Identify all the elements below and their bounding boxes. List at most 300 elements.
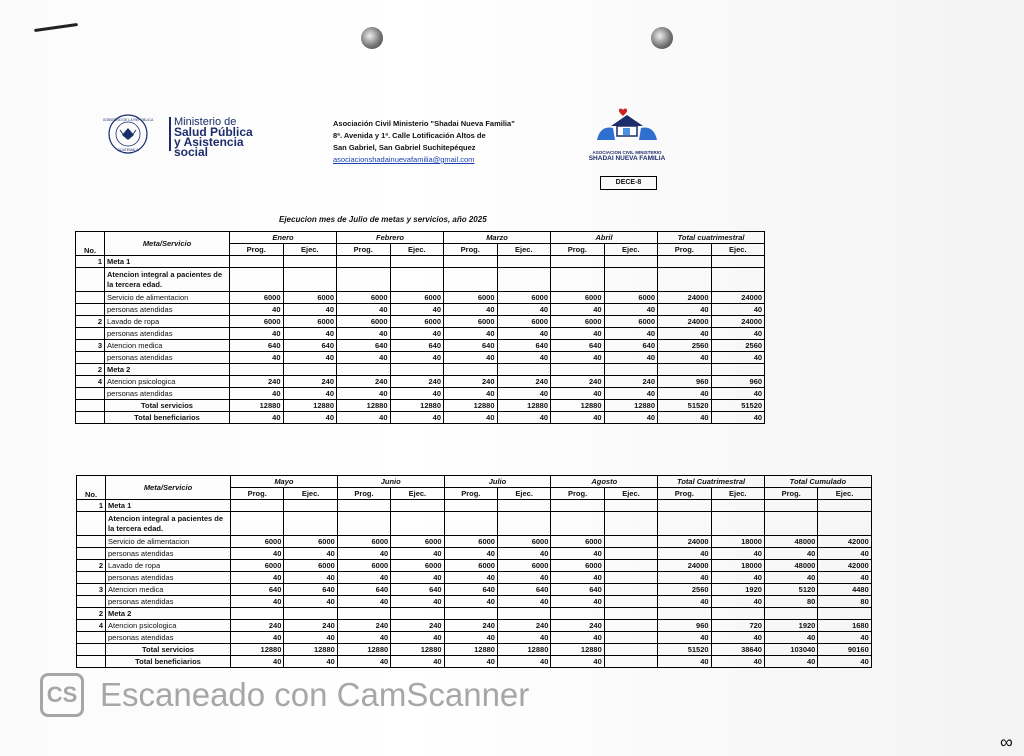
value-cell: 40 [658,656,711,668]
row-number [77,656,106,668]
value-cell: 6000 [390,292,444,304]
camscanner-watermark [40,673,529,717]
svg-text:GUATEMALA: GUATEMALA [117,148,139,152]
row-number [77,596,106,608]
pen-mark [34,23,78,32]
value-cell: 40 [604,304,658,316]
value-cell: 6000 [444,536,497,548]
value-cell: 960 [711,376,765,388]
association-email: asociacionshadainuevafamilia@gmail.com [333,155,475,164]
value-cell: 240 [444,620,497,632]
value-cell: 40 [444,304,498,316]
value-cell: 40 [497,388,551,400]
value-cell [818,512,871,536]
row-label: Total beneficiarios [105,412,230,424]
sub-header-ejec: Ejec. [711,244,765,256]
association-address [333,118,515,166]
value-cell: 640 [391,584,444,596]
value-cell [551,268,605,292]
value-cell: 6000 [444,560,497,572]
value-cell: 40 [444,632,497,644]
ministry-line-4: social [174,145,209,159]
value-cell: 40 [497,304,551,316]
sub-header-ejec: Ejec. [390,244,444,256]
value-cell [604,536,657,548]
row-label: personas atendidas [106,572,231,584]
value-cell: 6000 [337,536,390,548]
group-header: Abril [551,232,658,244]
table-may-aug [76,475,872,668]
table-row [76,268,765,292]
value-cell: 12880 [497,644,550,656]
value-cell: 240 [391,620,444,632]
value-cell [764,608,817,620]
value-cell: 12880 [283,400,337,412]
value-cell: 12880 [497,400,551,412]
value-cell: 240 [604,376,658,388]
value-cell: 6000 [230,292,284,304]
value-cell: 40 [604,352,658,364]
value-cell [497,500,550,512]
value-cell: 12880 [391,644,444,656]
value-cell: 40 [231,632,284,644]
value-cell [391,512,444,536]
value-cell [604,644,657,656]
value-cell: 640 [337,340,391,352]
col-header-no: No. [76,232,105,256]
row-label: Total beneficiarios [106,656,231,668]
value-cell: 640 [337,584,390,596]
row-number: 2 [76,316,105,328]
value-cell: 40 [658,328,712,340]
value-cell: 40 [658,304,712,316]
table-row [77,572,872,584]
value-cell [604,364,658,376]
value-cell [551,500,604,512]
punch-hole-right [651,27,673,49]
value-cell: 40 [497,572,550,584]
table-row [76,376,765,388]
value-cell: 40 [711,388,765,400]
table-row [77,548,872,560]
value-cell: 24000 [711,316,765,328]
row-number [76,328,105,340]
value-cell: 40 [551,548,604,560]
row-number [76,412,105,424]
row-number: 3 [77,584,106,596]
sub-header-ejec: Ejec. [284,488,337,500]
value-cell: 40 [551,352,605,364]
table-row [76,364,765,376]
value-cell: 240 [444,376,498,388]
sub-header-prog: Prog. [658,244,712,256]
svg-text:GOBIERNO DE LA REPÚBLICA: GOBIERNO DE LA REPÚBLICA [102,118,154,122]
value-cell [764,500,817,512]
value-cell: 240 [231,620,284,632]
group-header: Junio [337,476,444,488]
punch-hole-left [361,27,383,49]
row-label: Lavado de ropa [105,316,230,328]
row-label: personas atendidas [106,548,231,560]
ministry-line-2: Salud Pública [174,125,253,139]
value-cell [604,608,657,620]
value-cell [230,268,284,292]
value-cell: 40 [551,304,605,316]
sub-header-prog: Prog. [231,488,284,500]
value-cell: 1920 [711,584,764,596]
sub-header-ejec: Ejec. [497,244,551,256]
table-row [76,400,765,412]
value-cell: 2560 [658,584,711,596]
value-cell: 24000 [658,560,711,572]
table-row [77,608,872,620]
value-cell: 80 [764,596,817,608]
value-cell [497,364,551,376]
table-row [76,292,765,304]
value-cell: 40 [764,656,817,668]
ministry-name [174,117,253,157]
shadai-logo [575,106,679,162]
value-cell: 24000 [658,536,711,548]
row-number [77,512,106,536]
value-cell: 6000 [444,292,498,304]
value-cell: 40 [231,548,284,560]
value-cell [444,256,498,268]
value-cell: 6000 [337,560,390,572]
value-cell: 40 [658,352,712,364]
value-cell: 6000 [444,316,498,328]
value-cell [391,500,444,512]
sub-header-prog: Prog. [551,488,604,500]
value-cell [337,608,390,620]
sub-header-ejec: Ejec. [604,244,658,256]
row-number [76,304,105,316]
value-cell [604,560,657,572]
value-cell [231,500,284,512]
value-cell: 12880 [390,400,444,412]
row-number [76,268,105,292]
value-cell: 240 [497,620,550,632]
value-cell: 6000 [283,316,337,328]
value-cell: 640 [284,584,337,596]
value-cell: 40 [337,596,390,608]
group-header: Enero [230,232,337,244]
table-row [76,340,765,352]
value-cell: 40 [337,632,390,644]
value-cell: 40 [444,412,498,424]
value-cell: 40 [658,388,712,400]
table-row [77,620,872,632]
value-cell: 40 [283,412,337,424]
association-line-3: San Gabriel, San Gabriel Suchitepéquez [333,143,476,152]
value-cell [604,584,657,596]
row-label: personas atendidas [105,328,230,340]
value-cell [337,512,390,536]
value-cell: 51520 [711,400,765,412]
value-cell: 40 [658,412,712,424]
value-cell [444,364,498,376]
table-row [77,560,872,572]
value-cell [444,500,497,512]
value-cell: 40 [444,328,498,340]
value-cell: 103040 [764,644,817,656]
value-cell: 1920 [764,620,817,632]
sub-header-ejec: Ejec. [391,488,444,500]
association-line-2: 8ª. Avenida y 1ª. Calle Lotificación Altos de [333,131,486,140]
row-number [77,572,106,584]
value-cell: 640 [231,584,284,596]
value-cell: 640 [497,340,551,352]
value-cell: 40 [390,412,444,424]
value-cell: 40 [283,328,337,340]
row-label: Total servicios [105,400,230,412]
value-cell: 12880 [337,400,391,412]
association-name: Asociación Civil Ministerio "Shadai Nueva Familia" [333,119,515,128]
value-cell: 12880 [551,400,605,412]
value-cell: 40 [818,572,871,584]
sub-header-prog: Prog. [764,488,817,500]
value-cell: 12880 [230,400,284,412]
row-number: 2 [77,608,106,620]
value-cell: 40 [231,596,284,608]
value-cell: 240 [284,620,337,632]
value-cell: 40 [658,632,711,644]
row-label: Meta 2 [105,364,230,376]
value-cell: 40 [284,656,337,668]
report-caption: Ejecucion mes de Julio de metas y servicios, año 2025 [279,215,487,224]
col-header-no: No. [77,476,106,500]
value-cell: 240 [337,620,390,632]
value-cell: 240 [337,376,391,388]
value-cell [604,268,658,292]
value-cell: 6000 [390,316,444,328]
group-header: Total Cumulado [764,476,871,488]
ministry-line-3: y Asistencia [174,135,244,149]
value-cell: 40 [444,656,497,668]
value-cell [711,256,765,268]
value-cell: 42000 [818,536,871,548]
value-cell [551,256,605,268]
row-label: personas atendidas [105,304,230,316]
value-cell: 40 [711,352,765,364]
value-cell: 80 [818,596,871,608]
group-header: Julio [444,476,551,488]
value-cell [658,500,711,512]
value-cell [604,656,657,668]
row-number [76,292,105,304]
value-cell: 40 [231,572,284,584]
value-cell [604,620,657,632]
value-cell [230,364,284,376]
value-cell: 640 [283,340,337,352]
group-header: Febrero [337,232,444,244]
value-cell [604,572,657,584]
value-cell: 960 [658,620,711,632]
shadai-house-icon [575,106,679,144]
value-cell: 6000 [604,316,658,328]
row-number: 2 [77,560,106,572]
value-cell: 40 [444,572,497,584]
table-row [77,656,872,668]
value-cell: 40 [231,656,284,668]
value-cell: 51520 [658,644,711,656]
row-number [76,388,105,400]
value-cell: 40 [497,596,550,608]
value-cell: 38640 [711,644,764,656]
value-cell [551,512,604,536]
value-cell: 40 [391,548,444,560]
value-cell [390,256,444,268]
sub-header-ejec: Ejec. [497,488,550,500]
row-label: Servicio de alimentacion [106,536,231,548]
value-cell: 640 [604,340,658,352]
value-cell: 240 [551,620,604,632]
value-cell: 240 [390,376,444,388]
document-code: DECE-8 [600,176,657,190]
row-label: personas atendidas [106,632,231,644]
sub-header-ejec: Ejec. [711,488,764,500]
value-cell: 6000 [391,536,444,548]
value-cell: 40 [497,352,551,364]
sub-header-prog: Prog. [658,488,711,500]
table-row [77,512,872,536]
value-cell: 51520 [658,400,712,412]
row-number [76,352,105,364]
value-cell [231,608,284,620]
value-cell: 12880 [551,644,604,656]
value-cell [283,364,337,376]
row-label: Servicio de alimentacion [105,292,230,304]
value-cell: 40 [284,572,337,584]
value-cell [604,596,657,608]
row-label: personas atendidas [105,388,230,400]
value-cell: 640 [444,340,498,352]
value-cell: 40 [390,388,444,400]
value-cell [390,364,444,376]
value-cell: 40 [711,632,764,644]
value-cell [604,512,657,536]
value-cell: 40 [711,572,764,584]
sub-header-ejec: Ejec. [283,244,337,256]
value-cell: 40 [711,548,764,560]
value-cell: 40 [497,656,550,668]
value-cell: 90160 [818,644,871,656]
value-cell: 640 [551,584,604,596]
value-cell: 40 [391,656,444,668]
row-number [77,536,106,548]
value-cell: 6000 [230,316,284,328]
value-cell [337,500,390,512]
value-cell: 6000 [284,560,337,572]
value-cell [658,268,712,292]
value-cell: 40 [658,596,711,608]
value-cell: 40 [444,388,498,400]
value-cell: 24000 [658,316,712,328]
value-cell: 40 [497,548,550,560]
value-cell: 40 [230,352,284,364]
table-row [77,536,872,548]
value-cell: 40 [337,328,391,340]
value-cell: 40 [444,352,498,364]
row-label: Meta 1 [105,256,230,268]
row-label: Meta 2 [106,608,231,620]
value-cell: 18000 [711,560,764,572]
value-cell [444,268,498,292]
value-cell [551,608,604,620]
value-cell: 6000 [604,292,658,304]
value-cell [284,512,337,536]
value-cell [818,500,871,512]
value-cell: 12880 [231,644,284,656]
row-label: Atencion integral a pacientes de la tercera edad. [105,268,230,292]
row-label: Atencion medica [106,584,231,596]
row-number [77,548,106,560]
value-cell: 6000 [497,560,550,572]
value-cell [444,512,497,536]
value-cell [658,608,711,620]
value-cell: 40 [497,632,550,644]
sub-header-prog: Prog. [337,244,391,256]
table-row [77,596,872,608]
value-cell: 40 [551,412,605,424]
value-cell: 40 [551,656,604,668]
value-cell: 40 [497,328,551,340]
value-cell [711,608,764,620]
value-cell: 40 [284,632,337,644]
sub-header-prog: Prog. [444,488,497,500]
value-cell [604,256,658,268]
value-cell: 40 [551,572,604,584]
camscanner-icon: CS [40,673,84,717]
row-label: Atencion integral a pacientes de la tercera edad. [106,512,231,536]
value-cell [391,608,444,620]
value-cell [818,608,871,620]
table-row [76,352,765,364]
value-cell: 12880 [604,400,658,412]
value-cell [497,608,550,620]
value-cell: 240 [551,376,605,388]
value-cell: 24000 [711,292,765,304]
value-cell [604,632,657,644]
value-cell [444,608,497,620]
value-cell: 40 [497,412,551,424]
group-header: Agosto [551,476,658,488]
value-cell: 6000 [283,292,337,304]
value-cell: 640 [390,340,444,352]
value-cell: 1680 [818,620,871,632]
table-row [77,632,872,644]
group-header: Total Cuatrimestral [658,476,765,488]
row-number: 4 [77,620,106,632]
value-cell [604,548,657,560]
value-cell: 240 [497,376,551,388]
value-cell: 640 [551,340,605,352]
value-cell [711,512,764,536]
table-row [77,644,872,656]
value-cell: 6000 [497,316,551,328]
row-number: 4 [76,376,105,388]
sub-header-prog: Prog. [551,244,605,256]
value-cell [551,364,605,376]
value-cell: 40 [764,548,817,560]
value-cell [764,512,817,536]
value-cell: 6000 [497,536,550,548]
ministry-line-1: Ministerio de [174,116,237,128]
row-number: 1 [76,256,105,268]
value-cell: 40 [764,572,817,584]
value-cell: 4480 [818,584,871,596]
value-cell: 24000 [658,292,712,304]
